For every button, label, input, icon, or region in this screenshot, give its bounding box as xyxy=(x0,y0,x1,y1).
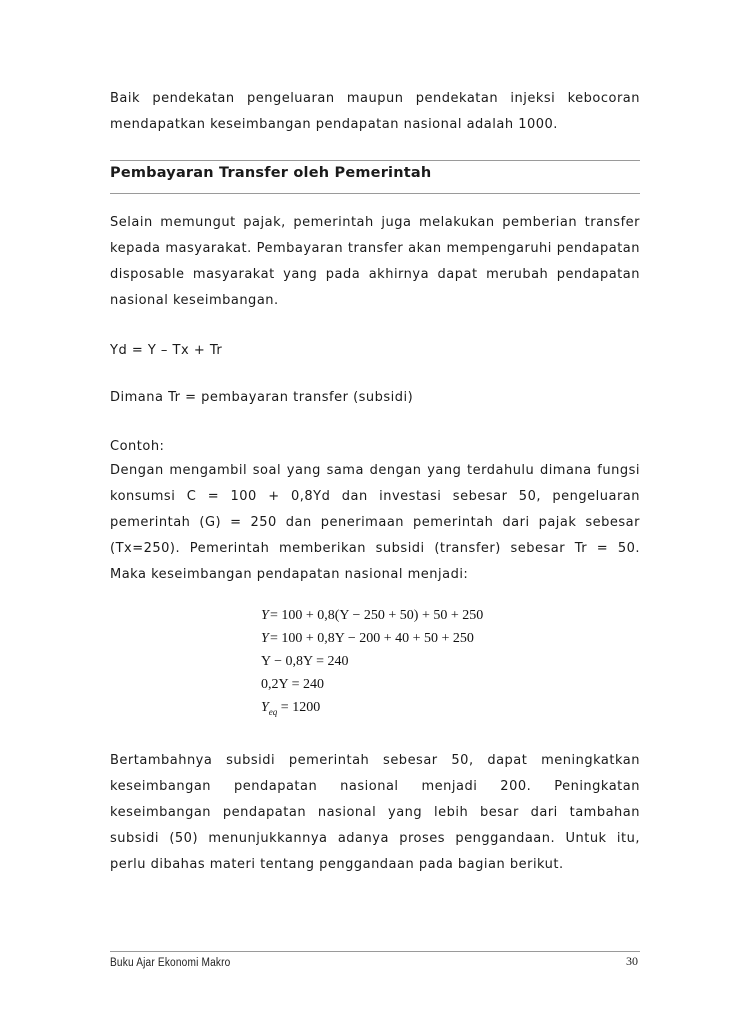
equation-line-4: 0,2Y = 240 xyxy=(261,677,324,692)
footer-divider xyxy=(110,951,640,952)
equation-block xyxy=(261,604,483,719)
section-heading-box xyxy=(110,160,640,194)
conclusion-paragraph: Bertambahnya subsidi pemerintah sebesar 50, dapat meningkatkan keseimbangan pendapatan nasional menjadi 200. Peningkatan keseimbangan pendapatan nasional yang lebih besar dari tambahan subsidi (50) menunjukkannya adanya proses penggandaan. Untuk itu, perlu dibahas materi tentang penggandaan pada bagian berikut. xyxy=(110,753,640,872)
equation-line-1: Y = 100 + 0,8(Y − 250 + 50) + 50 + 250 xyxy=(261,608,484,623)
formula-note: Dimana Tr = pembayaran transfer (subsidi) xyxy=(110,390,414,405)
example-label: Contoh: xyxy=(110,439,165,454)
disposable-income-formula: Yd = Y – Tx + Tr xyxy=(110,343,223,358)
example-body: Dengan mengambil soal yang sama dengan yang terdahulu dimana fungsi konsumsi C = 100 + 0,8Yd dan investasi sebesar 50, pengeluaran pemerintah (G) = 250 dan penerimaan pemerintah dari pajak sebesar (Tx=250). Pemerintah memberikan subsidi (transfer) sebesar Tr = 50. Maka keseimbangan pendapatan nasional menjadi: xyxy=(110,463,640,582)
transfer-description: Selain memungut pajak, pemerintah juga melakukan pemberian transfer kepada masyarakat. Pembayaran transfer akan mempengaruhi pendapatan disposable masyarakat yang pada akhirnya dapat merubah pendapatan nasional keseimbangan. xyxy=(110,215,640,308)
intro-paragraph-line2: mendapatkan keseimbangan pendapatan nasional adalah 1000. xyxy=(110,117,558,132)
page-number: 30 xyxy=(626,954,638,968)
section-heading: Pembayaran Transfer oleh Pemerintah xyxy=(110,165,432,181)
equation-line-2: Y = 100 + 0,8Y − 200 + 40 + 50 + 250 xyxy=(261,631,474,646)
intro-paragraph-line1: Baik pendekatan pengeluaran maupun pendekatan injeksi kebocoran xyxy=(110,91,640,106)
equation-line-3: Y − 0,8Y = 240 xyxy=(261,654,349,669)
equation-line-5: $Y_{eq} = 1200$ xyxy=(261,700,321,717)
footer-book-title: Buku Ajar Ekonomi Makro xyxy=(110,957,231,969)
